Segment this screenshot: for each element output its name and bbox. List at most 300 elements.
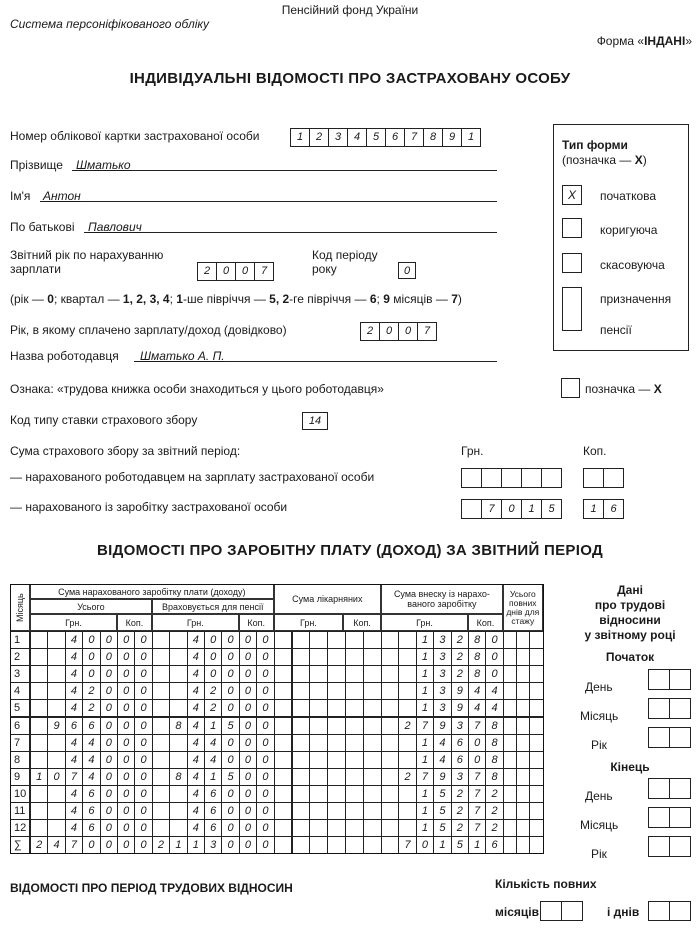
card-digit-cell[interactable]: 3 [328,128,348,147]
pension-digit[interactable]: 0 [204,648,222,666]
contrib-digit[interactable]: 8 [468,648,486,666]
pension-digit[interactable]: 4 [187,631,205,649]
total-digit[interactable]: 0 [134,717,152,735]
sick-digit[interactable] [363,785,382,803]
pension-digit[interactable]: 6 [204,819,222,837]
days-digit[interactable] [529,665,543,683]
contrib-digit[interactable]: 2 [451,785,469,803]
sick-digit[interactable] [309,819,328,837]
sick-digit[interactable] [363,768,382,786]
pension-digit[interactable]: 1 [204,717,222,735]
pension-digit[interactable] [169,631,187,649]
pension-digit[interactable]: 0 [256,768,274,786]
pension-digit[interactable] [152,768,170,786]
total-digit[interactable]: 0 [134,734,152,752]
total-digit[interactable] [47,802,65,820]
total-digit[interactable]: 4 [65,648,83,666]
contrib-digit[interactable]: 0 [468,751,486,769]
sick-digit[interactable] [274,751,293,769]
total-digit[interactable]: 0 [117,751,135,769]
total-digit[interactable] [47,682,65,700]
card-digit-cell[interactable]: 1 [461,128,481,147]
contrib-digit[interactable]: 4 [433,734,451,752]
contrib-digit[interactable]: 1 [416,734,434,752]
employment-date-cell[interactable] [648,807,670,828]
contrib-digit[interactable]: 1 [416,682,434,700]
pension-digit[interactable]: 0 [256,665,274,683]
contrib-digit[interactable]: 0 [485,665,503,683]
total-digit[interactable]: 6 [82,717,100,735]
pension-digit[interactable]: 0 [221,665,239,683]
pension-digit[interactable]: 0 [256,802,274,820]
contrib-digit[interactable]: 1 [416,819,434,837]
sick-digit[interactable] [292,751,311,769]
total-digit[interactable]: 6 [82,785,100,803]
pension-digit[interactable]: 0 [221,699,239,717]
pension-digit[interactable]: 0 [256,836,274,854]
employer-kop-digit-cell[interactable] [603,468,624,488]
contrib-digit[interactable]: 1 [468,836,486,854]
sick-digit[interactable] [327,836,346,854]
contrib-digit[interactable]: 1 [416,802,434,820]
contrib-digit[interactable] [398,751,416,769]
total-digit[interactable]: 0 [134,648,152,666]
pension-digit[interactable]: 0 [239,682,257,700]
corrective-checkbox[interactable] [562,218,582,238]
pension-digit[interactable]: 0 [256,734,274,752]
sick-digit[interactable] [363,819,382,837]
contrib-digit[interactable]: 0 [416,836,434,854]
pension-digit[interactable]: 5 [221,768,239,786]
pension-digit[interactable]: 0 [239,819,257,837]
contrib-digit[interactable]: 7 [468,802,486,820]
card-digit-cell[interactable]: 5 [366,128,386,147]
employment-date-cell[interactable] [648,698,670,719]
days-digit[interactable] [529,819,543,837]
sick-digit[interactable] [363,699,382,717]
total-digit[interactable] [47,631,65,649]
pension-digit[interactable]: 0 [221,836,239,854]
patronymic-field[interactable]: Павлович [88,220,142,234]
days-digit[interactable] [503,819,517,837]
sick-digit[interactable] [292,734,311,752]
sick-digit[interactable] [309,648,328,666]
contrib-digit[interactable]: 3 [433,665,451,683]
days-box-2[interactable] [669,901,691,921]
contrib-digit[interactable]: 3 [433,682,451,700]
card-digit-cell[interactable]: 4 [347,128,367,147]
total-digit[interactable]: 4 [65,734,83,752]
pension-digit[interactable]: 0 [221,631,239,649]
contrib-digit[interactable]: 2 [451,648,469,666]
pension-digit[interactable] [152,699,170,717]
contrib-digit[interactable]: 3 [433,699,451,717]
employment-date-cell[interactable] [669,669,691,690]
pension-digit[interactable] [152,785,170,803]
pension-digit[interactable] [169,699,187,717]
contrib-digit[interactable] [398,665,416,683]
sick-digit[interactable] [309,734,328,752]
contrib-digit[interactable]: 1 [416,665,434,683]
contrib-digit[interactable]: 2 [451,665,469,683]
pension-digit[interactable]: 3 [204,836,222,854]
sick-digit[interactable] [292,699,311,717]
total-digit[interactable]: 4 [82,751,100,769]
pension-digit[interactable] [152,802,170,820]
card-digit-cell[interactable]: 2 [309,128,329,147]
contrib-digit[interactable]: 1 [416,751,434,769]
pension-digit[interactable] [169,785,187,803]
card-digit-cell[interactable]: 8 [423,128,443,147]
contrib-digit[interactable]: 1 [416,631,434,649]
contrib-digit[interactable] [381,768,399,786]
sick-digit[interactable] [327,802,346,820]
days-digit[interactable] [529,751,543,769]
sick-digit[interactable] [363,682,382,700]
total-digit[interactable]: 0 [100,682,118,700]
person-kop-digit-cell[interactable]: 1 [583,499,604,519]
pension-digit[interactable] [152,734,170,752]
sick-digit[interactable] [274,665,293,683]
contrib-digit[interactable]: 4 [485,699,503,717]
employment-date-cell[interactable] [669,836,691,857]
contrib-digit[interactable]: 4 [485,682,503,700]
total-digit[interactable] [47,648,65,666]
total-digit[interactable]: 0 [117,802,135,820]
total-digit[interactable]: 0 [134,768,152,786]
contrib-digit[interactable]: 8 [485,768,503,786]
contrib-digit[interactable] [398,631,416,649]
total-digit[interactable]: 0 [134,785,152,803]
days-digit[interactable] [503,768,517,786]
sick-digit[interactable] [292,785,311,803]
contrib-digit[interactable]: 5 [451,836,469,854]
sick-digit[interactable] [327,751,346,769]
sick-digit[interactable] [309,785,328,803]
contrib-digit[interactable]: 6 [451,751,469,769]
days-digit[interactable] [503,785,517,803]
sick-digit[interactable] [292,768,311,786]
contrib-digit[interactable]: 6 [485,836,503,854]
card-digit-cell[interactable]: 7 [404,128,424,147]
sick-digit[interactable] [274,734,293,752]
sick-digit[interactable] [327,665,346,683]
contrib-digit[interactable] [381,648,399,666]
days-digit[interactable] [516,836,530,854]
sick-digit[interactable] [363,631,382,649]
total-digit[interactable]: 4 [65,682,83,700]
sick-digit[interactable] [345,734,364,752]
pension-digit[interactable]: 4 [204,734,222,752]
sick-digit[interactable] [363,717,382,735]
total-digit[interactable]: 0 [82,631,100,649]
total-digit[interactable]: 4 [65,802,83,820]
total-digit[interactable] [30,631,48,649]
pension-digit[interactable] [169,802,187,820]
total-digit[interactable]: 0 [134,665,152,683]
total-digit[interactable]: 4 [65,631,83,649]
employment-date-cell[interactable] [648,836,670,857]
contrib-digit[interactable]: 2 [485,785,503,803]
total-digit[interactable]: 7 [65,768,83,786]
sick-digit[interactable] [274,802,293,820]
employment-date-cell[interactable] [669,727,691,748]
days-digit[interactable] [529,717,543,735]
months-box-2[interactable] [561,901,583,921]
contrib-digit[interactable]: 9 [433,768,451,786]
person-grn-digit-cell[interactable]: 0 [501,499,522,519]
contrib-digit[interactable]: 2 [451,631,469,649]
total-digit[interactable]: 0 [100,699,118,717]
pension-digit[interactable] [152,648,170,666]
total-digit[interactable]: 0 [134,751,152,769]
pension-digit[interactable] [152,631,170,649]
pension-digit[interactable]: 0 [221,819,239,837]
contrib-digit[interactable]: 1 [433,836,451,854]
paid-year-digit-cell[interactable]: 0 [379,322,399,341]
total-digit[interactable]: 0 [134,802,152,820]
total-digit[interactable]: 0 [134,819,152,837]
contrib-digit[interactable]: 8 [485,751,503,769]
total-digit[interactable]: 6 [65,717,83,735]
sick-digit[interactable] [363,665,382,683]
contrib-digit[interactable]: 7 [468,768,486,786]
employment-date-cell[interactable] [648,727,670,748]
sick-digit[interactable] [363,802,382,820]
pension-digit[interactable]: 0 [256,699,274,717]
employer-grn-digit-cell[interactable] [541,468,562,488]
employer-grn-digit-cell[interactable] [521,468,542,488]
contrib-digit[interactable] [398,819,416,837]
total-digit[interactable]: 4 [65,785,83,803]
sick-digit[interactable] [327,631,346,649]
total-digit[interactable]: 0 [117,665,135,683]
card-digit-cell[interactable]: 9 [442,128,462,147]
pension-digit[interactable]: 4 [187,682,205,700]
total-digit[interactable]: 0 [117,819,135,837]
sick-digit[interactable] [345,699,364,717]
days-digit[interactable] [529,699,543,717]
total-digit[interactable]: 0 [134,631,152,649]
days-digit[interactable] [503,699,517,717]
days-digit[interactable] [503,836,517,854]
pension-digit[interactable]: 0 [239,631,257,649]
pension-digit[interactable]: 0 [239,836,257,854]
sick-digit[interactable] [292,819,311,837]
total-digit[interactable]: 0 [82,665,100,683]
contrib-digit[interactable]: 0 [485,648,503,666]
employer-grn-digit-cell[interactable] [501,468,522,488]
pension-digit[interactable]: 0 [204,631,222,649]
contrib-digit[interactable]: 1 [416,699,434,717]
total-digit[interactable]: 0 [117,631,135,649]
contrib-digit[interactable]: 7 [416,717,434,735]
contrib-digit[interactable] [398,648,416,666]
contrib-digit[interactable]: 5 [433,785,451,803]
contrib-digit[interactable]: 1 [416,785,434,803]
pension-digit[interactable]: 1 [204,768,222,786]
total-digit[interactable]: 4 [65,699,83,717]
paid-year-digit-cell[interactable]: 2 [360,322,380,341]
total-digit[interactable]: 2 [82,682,100,700]
pension-digit[interactable]: 6 [204,785,222,803]
sick-digit[interactable] [345,819,364,837]
contrib-digit[interactable] [381,699,399,717]
pension-digit[interactable]: 0 [239,751,257,769]
sick-digit[interactable] [345,768,364,786]
total-digit[interactable] [30,699,48,717]
total-digit[interactable] [47,734,65,752]
contrib-digit[interactable]: 2 [451,819,469,837]
total-digit[interactable]: 2 [30,836,48,854]
total-digit[interactable] [30,717,48,735]
year-digit-cell[interactable]: 2 [197,262,217,281]
months-box-1[interactable] [540,901,562,921]
total-digit[interactable]: 4 [65,751,83,769]
pension-digit[interactable]: 0 [256,751,274,769]
total-digit[interactable] [47,751,65,769]
total-digit[interactable]: 0 [100,819,118,837]
total-digit[interactable]: 1 [30,768,48,786]
total-digit[interactable]: 6 [82,819,100,837]
sick-digit[interactable] [327,717,346,735]
pension-digit[interactable]: 0 [239,648,257,666]
pension-digit[interactable]: 4 [187,751,205,769]
total-digit[interactable]: 0 [100,648,118,666]
pension-digit[interactable]: 0 [221,648,239,666]
rate-code-box[interactable]: 14 [302,412,328,430]
contrib-digit[interactable] [398,802,416,820]
sick-digit[interactable] [345,717,364,735]
pension-digit[interactable]: 4 [187,785,205,803]
pension-digit[interactable] [152,665,170,683]
sick-digit[interactable] [345,836,364,854]
sick-digit[interactable] [309,665,328,683]
total-digit[interactable]: 0 [82,648,100,666]
sick-digit[interactable] [274,785,293,803]
sick-digit[interactable] [292,665,311,683]
contrib-digit[interactable]: 2 [398,768,416,786]
days-digit[interactable] [503,751,517,769]
pension-digit[interactable]: 4 [187,734,205,752]
days-digit[interactable] [503,682,517,700]
sick-digit[interactable] [292,836,311,854]
total-digit[interactable]: 0 [100,665,118,683]
days-digit[interactable] [516,682,530,700]
pension-digit[interactable]: 4 [204,751,222,769]
pension-digit[interactable] [169,819,187,837]
contrib-digit[interactable] [381,717,399,735]
pension-digit[interactable]: 0 [221,682,239,700]
total-digit[interactable]: 0 [100,734,118,752]
pension-digit[interactable]: 0 [256,648,274,666]
pension-digit[interactable]: 0 [256,717,274,735]
total-digit[interactable]: 0 [117,682,135,700]
contrib-digit[interactable]: 7 [468,717,486,735]
total-digit[interactable]: 0 [117,785,135,803]
pension-digit[interactable]: 0 [239,734,257,752]
total-digit[interactable] [30,785,48,803]
total-digit[interactable]: 4 [82,734,100,752]
sick-digit[interactable] [274,648,293,666]
contrib-digit[interactable]: 4 [468,699,486,717]
contrib-digit[interactable] [381,631,399,649]
total-digit[interactable] [30,682,48,700]
sick-digit[interactable] [274,819,293,837]
sick-digit[interactable] [274,836,293,854]
pension-digit[interactable]: 0 [204,665,222,683]
pension-digit[interactable]: 0 [239,802,257,820]
total-digit[interactable]: 0 [100,631,118,649]
days-digit[interactable] [529,802,543,820]
contrib-digit[interactable]: 8 [468,665,486,683]
sick-digit[interactable] [363,836,382,854]
sick-digit[interactable] [345,665,364,683]
days-digit[interactable] [503,734,517,752]
total-digit[interactable]: 0 [134,699,152,717]
employment-date-cell[interactable] [669,778,691,799]
sick-digit[interactable] [292,648,311,666]
total-digit[interactable]: 0 [100,802,118,820]
card-digit-cell[interactable]: 6 [385,128,405,147]
sick-digit[interactable] [327,819,346,837]
total-digit[interactable] [30,802,48,820]
pension-digit[interactable] [169,734,187,752]
contrib-digit[interactable]: 9 [451,699,469,717]
days-digit[interactable] [516,751,530,769]
sick-digit[interactable] [292,802,311,820]
contrib-digit[interactable]: 0 [485,631,503,649]
pension-digit[interactable]: 4 [187,819,205,837]
sick-digit[interactable] [292,631,311,649]
days-digit[interactable] [516,699,530,717]
sick-digit[interactable] [274,717,293,735]
pension-digit[interactable] [152,819,170,837]
days-digit[interactable] [503,631,517,649]
total-digit[interactable]: 0 [117,734,135,752]
sick-digit[interactable] [274,682,293,700]
pension-digit[interactable]: 0 [221,734,239,752]
total-digit[interactable]: 0 [117,648,135,666]
employer-kop-digit-cell[interactable] [583,468,604,488]
sick-digit[interactable] [274,768,293,786]
sick-digit[interactable] [345,682,364,700]
total-digit[interactable]: 4 [47,836,65,854]
days-digit[interactable] [516,734,530,752]
days-digit[interactable] [503,717,517,735]
pension-digit[interactable]: 4 [187,699,205,717]
pension-checkbox[interactable] [562,287,582,331]
total-digit[interactable] [47,699,65,717]
contrib-digit[interactable] [381,819,399,837]
pension-digit[interactable]: 4 [187,665,205,683]
total-digit[interactable]: 9 [47,717,65,735]
person-grn-digit-cell[interactable]: 7 [481,499,502,519]
total-digit[interactable]: 4 [65,819,83,837]
pension-digit[interactable]: 8 [169,717,187,735]
person-grn-digit-cell[interactable] [461,499,482,519]
total-digit[interactable] [30,819,48,837]
pension-digit[interactable]: 2 [204,699,222,717]
total-digit[interactable]: 7 [65,836,83,854]
employment-date-cell[interactable] [669,807,691,828]
days-digit[interactable] [516,631,530,649]
days-digit[interactable] [529,785,543,803]
total-digit[interactable] [47,665,65,683]
employer-grn-digit-cell[interactable] [461,468,482,488]
total-digit[interactable]: 0 [117,768,135,786]
contrib-digit[interactable] [381,665,399,683]
